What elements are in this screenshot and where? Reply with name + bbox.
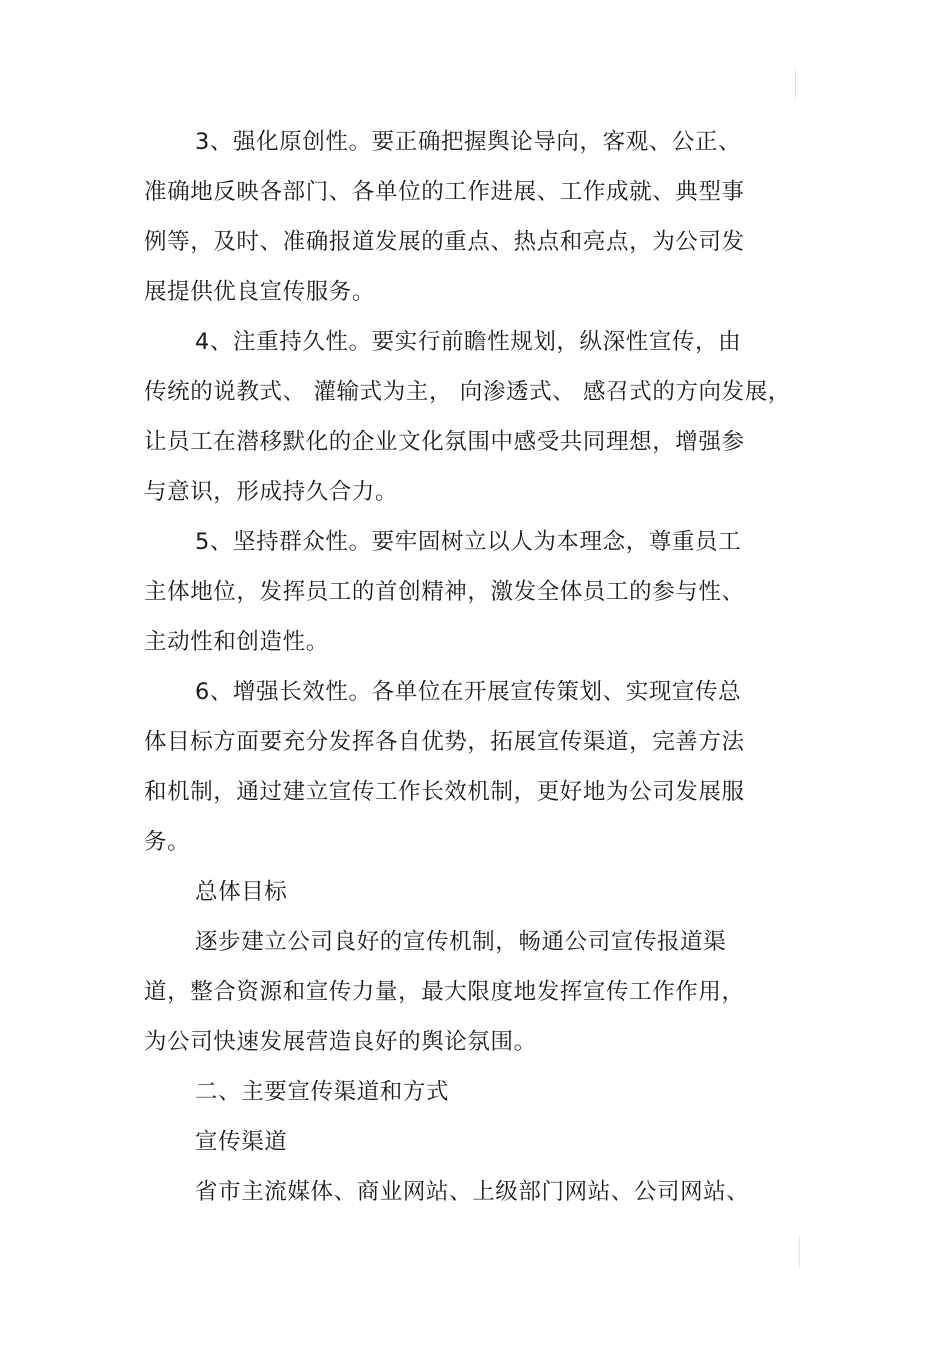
page-edge-mark [795,68,796,100]
goal-paragraph-line-3: 为公司快速发展营造良好的舆论氛围。 [144,1029,537,1055]
goal-paragraph-line-1: 逐步建立公司良好的宣传机制，畅通公司宣传报道渠 [195,929,727,955]
paragraph-3-line-2: 准确地反映各部门、各单位的工作进展、工作成就、典型事 [144,179,745,205]
paragraph-4-line-2: 传统的说教式、 灌输式为主， 向渗透式、 感召式的方向发展， [144,379,791,405]
paragraph-4-line-3: 让员工在潜移默化的企业文化氛围中感受共同理想，增强参 [144,429,745,455]
channels-paragraph-line-1: 省市主流媒体、商业网站、上级部门网站、公司网站、 [195,1179,750,1205]
paragraph-6-line-1: 6、增强长效性。各单位在开展宣传策划、实现宣传总 [195,679,742,705]
paragraph-6-line-4: 务。 [144,829,191,855]
paragraph-6-line-3: 和机制，通过建立宣传工作长效机制，更好地为公司发展服 [144,779,745,805]
subheading-channels: 宣传渠道 [195,1129,288,1155]
section-heading-overall-goal: 总体目标 [195,879,288,905]
paragraph-3-line-4: 展提供优良宣传服务。 [144,279,376,305]
paragraph-5-line-3: 主动性和创造性。 [144,629,329,655]
paragraph-3-line-3: 例等，及时、准确报道发展的重点、热点和亮点，为公司发 [144,229,745,255]
paragraph-3-line-1: 3、强化原创性。要正确把握舆论导向，客观、公正、 [195,129,742,155]
paragraph-5-line-1: 5、坚持群众性。要牢固树立以人为本理念，尊重员工 [195,529,742,555]
section-heading-channels-and-methods: 二、主要宣传渠道和方式 [195,1079,450,1105]
paragraph-5-line-2: 主体地位，发挥员工的首创精神，激发全体员工的参与性、 [144,579,745,605]
goal-paragraph-line-2: 道，整合资源和宣传力量，最大限度地发挥宣传工作作用， [144,979,745,1005]
paragraph-4-line-1: 4、注重持久性。要实行前瞻性规划，纵深性宣传，由 [195,329,742,355]
paragraph-4-line-4: 与意识，形成持久合力。 [144,479,399,505]
paragraph-6-line-2: 体目标方面要充分发挥各自优势，拓展宣传渠道，完善方法 [144,729,745,755]
page-edge-mark [799,1236,800,1268]
